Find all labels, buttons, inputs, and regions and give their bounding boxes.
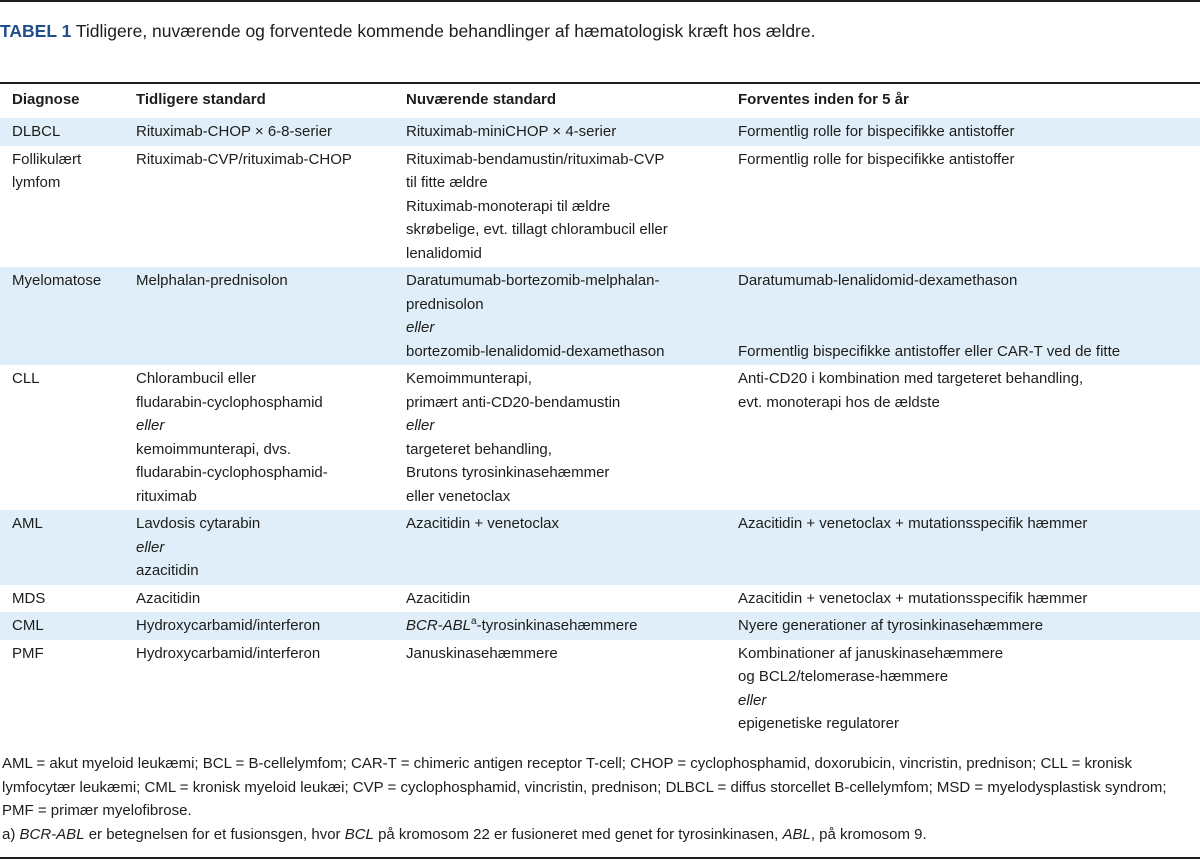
cell-line: eller venetoclax (406, 487, 511, 505)
cell-line: Kombinationer af januskinasehæmmere (738, 644, 1004, 662)
cell-prev: Rituximab-CVP/rituximab-CHOP (136, 150, 352, 168)
cell-exp (726, 365, 1200, 510)
cell-line: primært anti-CD20-bendamustin (406, 393, 621, 411)
cell-line: rituximab (136, 487, 197, 505)
cell-line: Rituximab-bendamustin/rituximab-CVP (406, 150, 665, 168)
cell-prev: Rituximab-CHOP × 6-8-serier (124, 118, 394, 146)
cell-exp: Formentlig rolle for bispecifikke antistoffer (726, 118, 1200, 146)
cell-line: eller (406, 417, 435, 434)
cell-curr (394, 365, 726, 510)
cell-exp (726, 640, 1200, 738)
cell-line: eller (406, 319, 435, 336)
cell-line: fludarabin-cyclophosphamid (136, 393, 323, 411)
cell-line: Chlorambucil eller (136, 370, 257, 387)
spacer (738, 316, 1200, 340)
footnote-gene-2: BCL (344, 825, 374, 843)
footnote-text-2: på kromosom 22 er fusioneret med genet for tyrosinkinasen, (373, 825, 783, 843)
cell-line: bortezomib-lenalidomid-dexamethason (406, 342, 665, 360)
top-rule (0, 0, 1200, 2)
cell-curr: Azacitidin + venetoclax (394, 510, 726, 585)
footnote-gene-1: BCR-ABL (19, 825, 85, 843)
table-row (0, 612, 1200, 640)
cell-diagnosis: CML (0, 612, 124, 640)
cell-line: evt. monoterapi hos de ældste (738, 393, 940, 411)
cell-curr (394, 267, 726, 365)
spacer (738, 293, 1200, 317)
abbreviations: AML = akut myeloid leukæmi; BCL = B-cellelymfom; CAR-T = chimeric antigen receptor T-cell; CHOP = cyclophosphamid, doxorubicin, vincristin, prednison; CLL = kronisk lymfocytær leukæmi; CML = kronisk myeloid leukæi; CVP = cyclophosphamid, vincristin, prednison; DLBCL = diffus storcellet B-cellelymfom; MSD = myelodysplastisk syndrom; PMF = primær myelofibrose. (2, 755, 1167, 819)
cell-line: lymfom (12, 174, 61, 191)
cell-line: kemoimmunterapi, dvs. (136, 440, 292, 458)
table-title: Tidligere, nuværende og forventede kommende behandlinger af hæmatologisk kræft hos ældre. (71, 21, 816, 41)
table-label: TABEL 1 (0, 21, 72, 41)
table-row (0, 267, 1200, 365)
cell-text: -tyrosinkinasehæmmere (476, 617, 638, 634)
table-row (0, 146, 1200, 268)
cell-prev: Melphalan-prednisolon (124, 267, 394, 365)
table-row (0, 640, 1200, 738)
cell-line: skrøbelige, evt. tillagt chlorambucil eller (406, 221, 668, 238)
cell-curr: Januskinasehæmmere (406, 644, 558, 662)
cell-line: Formentlig bispecifikke antistoffer eller CAR-T ved de fitte (738, 342, 1121, 360)
cell-line: Follikulært (12, 150, 82, 168)
cell-diagnosis: AML (0, 510, 124, 585)
cell-exp: Nyere generationer af tyrosinkinasehæmmere (726, 612, 1200, 640)
cell-line: eller (136, 417, 165, 434)
cell-line: Daratumumab-bortezomib-melphalan- (406, 272, 660, 289)
cell-exp: Azacitidin + venetoclax + mutationsspecifik hæmmer (726, 510, 1200, 585)
table-footnotes (2, 752, 1192, 846)
cell-line: Brutons tyrosinkinasehæmmer (406, 464, 610, 481)
cell-line: azacitidin (136, 562, 199, 579)
cell-diagnosis: Myelomatose (0, 267, 124, 365)
cell-curr: Rituximab-miniCHOP × 4-serier (394, 118, 726, 146)
header-curr: Nuværende standard (406, 91, 557, 108)
header-diagnose: Diagnose (12, 91, 80, 108)
cell-line: Lavdosis cytarabin (136, 515, 261, 532)
table-row (0, 510, 1200, 585)
cell-line: Daratumumab-lenalidomid-dexamethason (738, 272, 1018, 289)
cell-line: og BCL2/telomerase-hæmmere (738, 668, 949, 685)
cell-exp: Azacitidin + venetoclax + mutationsspecifik hæmmer (738, 589, 1088, 607)
cell-curr (394, 612, 726, 640)
cell-line: lenalidomid (406, 244, 482, 262)
treatment-table (0, 84, 1200, 738)
cell-exp: Formentlig rolle for bispecifikke antistoffer (738, 150, 1015, 168)
cell-diagnosis: CLL (12, 370, 40, 387)
cell-curr: Azacitidin (406, 589, 471, 607)
cell-line: Rituximab-monoterapi til ældre (406, 197, 611, 215)
header-prev: Tidligere standard (136, 91, 266, 108)
header-row (0, 84, 1200, 118)
footnote-text-3: , på kromosom 9. (810, 825, 927, 843)
footnote-gene-3: ABL (782, 825, 811, 843)
cell-diagnosis: PMF (12, 644, 44, 662)
cell-exp (726, 267, 1200, 365)
table-caption (0, 20, 860, 43)
cell-line: targeteret behandling, (406, 440, 552, 458)
table-row (0, 118, 1200, 146)
cell-prev: Azacitidin (136, 589, 201, 607)
footnote-a (2, 823, 1192, 847)
cell-line: Kemoimmunterapi, (406, 370, 532, 387)
gene-name: BCR-ABL (406, 617, 472, 634)
footnote-marker: a (471, 616, 477, 627)
cell-line: prednisolon (406, 295, 484, 313)
header-exp: Forventes inden for 5 år (738, 91, 909, 108)
cell-diagnosis (0, 146, 124, 268)
cell-prev: Hydroxycarbamid/interferon (124, 612, 394, 640)
table-row (0, 365, 1200, 510)
cell-line: epigenetiske regulatorer (738, 715, 899, 732)
cell-diagnosis: DLBCL (0, 118, 124, 146)
footnote-prefix: a) (2, 825, 20, 843)
cell-line: eller (738, 691, 767, 709)
table-row (0, 585, 1200, 613)
cell-line: fludarabin-cyclophosphamid- (136, 464, 328, 481)
cell-line: eller (136, 538, 165, 556)
bottom-rule (0, 857, 1200, 859)
cell-prev: Hydroxycarbamid/interferon (136, 644, 321, 662)
footnote-text-1: er betegnelsen for et fusionsgen, hvor (84, 825, 345, 843)
cell-line: Anti-CD20 i kombination med targeteret behandling, (738, 370, 1084, 387)
cell-line: til fitte ældre (406, 174, 488, 191)
cell-diagnosis: MDS (12, 589, 46, 607)
cell-prev (124, 510, 394, 585)
cell-prev (124, 365, 394, 510)
cell-curr (394, 146, 726, 268)
